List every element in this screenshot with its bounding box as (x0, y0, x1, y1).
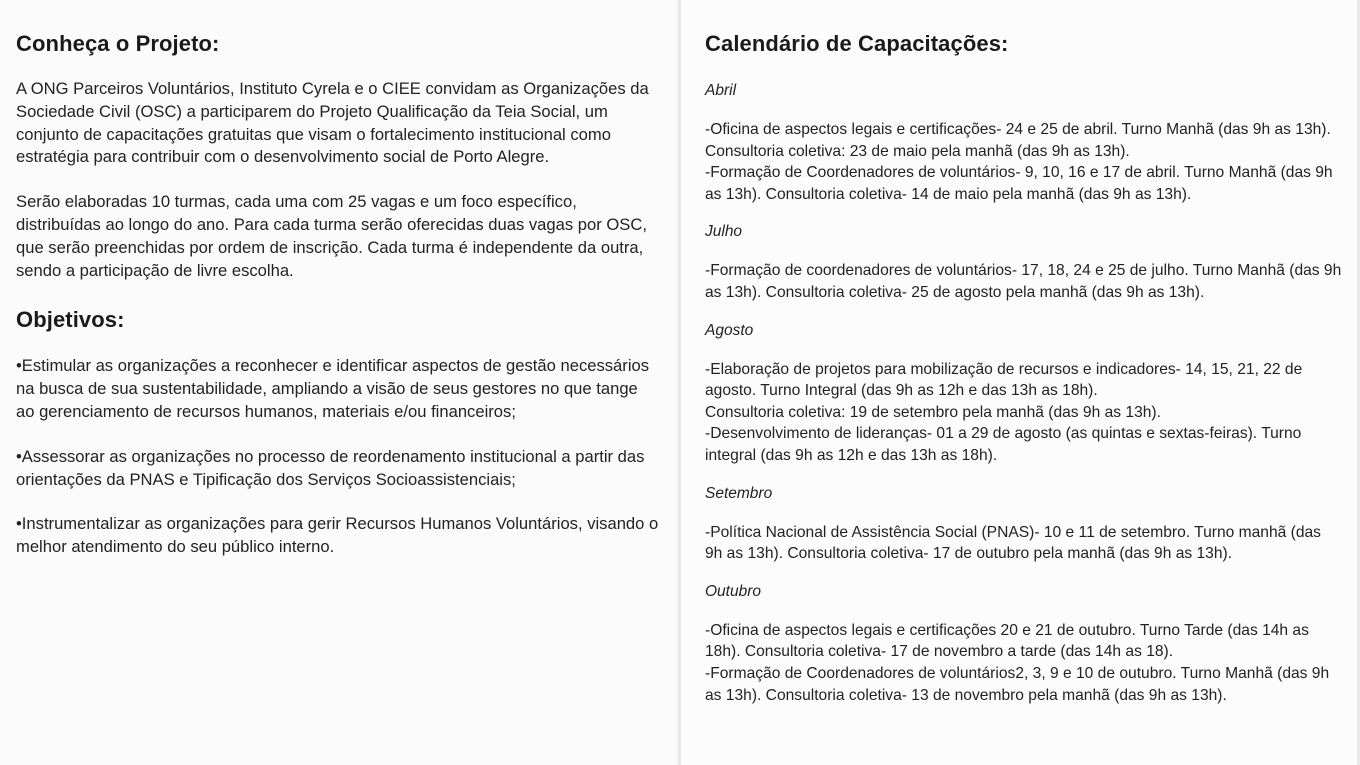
calendar-entry: -Formação de coordenadores de voluntários- 17, 18, 24 e 25 de julho. Turno Manhã (das 9h as 13h). Consultoria coletiva- 25 de agosto pela manhã (das 9h as 13h). (705, 262, 1342, 301)
heading-conheca-o-projeto: Conheça o Projeto: (16, 31, 220, 56)
objetivo-item: •Estimular as organizações a reconhecer e identificar aspectos de gestão necessários na busca de sua sustentabilidade, ampliando a visão de seus gestores no que tange ao gerenciamento de recursos humanos, materiais e/ou financeiros; (16, 356, 650, 421)
month-entries-abril (705, 119, 1342, 205)
calendar-entry: -Formação de Coordenadores de voluntários- 9, 10, 16 e 17 de abril. Turno Manhã (das 9h as 13h). Consultoria coletiva- 14 de maio pela manhã (das 9h as 13h). (705, 164, 1333, 203)
calendar-entry: -Formação de Coordenadores de voluntários2, 3, 9 e 10 de outubro. Turno Manhã (das 9h as 13h). Consultoria coletiva- 13 de novembro pela manhã (das 9h as 13h). (705, 664, 1330, 704)
month-entries-setembro (705, 522, 1342, 565)
calendar-entry: -Política Nacional de Assistência Social (PNAS)- 10 e 11 de setembro. Turno manhã (das 9h as 13h). Consultoria coletiva- 17 de outubro pela manhã (das 9h as 13h). (705, 523, 1321, 563)
month-label-abril: Abril (705, 82, 737, 99)
month-entries-agosto (705, 359, 1342, 467)
calendar-entry: -Desenvolvimento de lideranças- 01 a 29 de agosto (as quintas e sextas-feiras). Turno integral (das 9h as 12h e das 13h as 18h). (705, 425, 1302, 464)
month-label-setembro: Setembro (705, 484, 773, 502)
intro-paragraph-2: Serão elaboradas 10 turmas, cada uma com 25 vagas e um foco específico, distribuídas ao longo do ano. Para cada turma serão oferecidas duas vagas por OSC, que serão preenchidas por ordem de inscrição. Cada turma é independente da outra, sendo a participação de livre escolha. (16, 192, 647, 280)
objetivo-item: •Instrumentalizar as organizações para gerir Recursos Humanos Voluntários, visando o melhor atendimento do seu público interno. (16, 514, 659, 557)
right-page (681, 0, 1360, 765)
objetivo-item: •Assessorar as organizações no processo de reordenamento institucional a partir das orientações da PNAS e Tipificação dos Serviços Socioassistenciais; (16, 446, 645, 489)
heading-calendario: Calendário de Capacitações: (705, 31, 1009, 56)
heading-objetivos: Objetivos: (16, 307, 125, 333)
month-label-outubro: Outubro (705, 582, 762, 600)
calendar-entry: Consultoria coletiva: 19 de setembro pela manhã (das 9h as 13h). (705, 403, 1161, 421)
month-entries-julho (705, 260, 1342, 303)
month-label-agosto: Agosto (705, 321, 754, 339)
calendar-entry: -Oficina de aspectos legais e certificações- 24 e 25 de abril. Turno Manhã (das 9h as 13h). Consultoria coletiva: 23 de maio pela manhã (das 9h as 13h). (705, 121, 1331, 160)
intro-paragraph-1: A ONG Parceiros Voluntários, Instituto Cyrela e o CIEE convidam as Organizações da Sociedade Civil (OSC) a participarem do Projeto Qualificação da Teia Social, um conjunto de capacitações gratuitas que visam o fortalecimento institucional como estratégia para contribuir com o desenvolvimento social de Porto Alegre. (16, 79, 649, 167)
objetivos-list (16, 355, 660, 559)
calendar-entry: -Oficina de aspectos legais e certificações 20 e 21 de outubro. Turno Tarde (das 14h as 18h). Consultoria coletiva- 17 de novembro a tarde (das 14h as 18). (705, 621, 1309, 661)
month-entries-outubro (705, 620, 1342, 706)
left-page (0, 0, 678, 765)
calendar-entry: -Elaboração de projetos para mobilização de recursos e indicadores- 14, 15, 21, 22 de agosto. Turno Integral (das 9h as 12h e das 13h as 18h). (705, 360, 1303, 400)
month-label-julho: Julho (705, 223, 743, 241)
